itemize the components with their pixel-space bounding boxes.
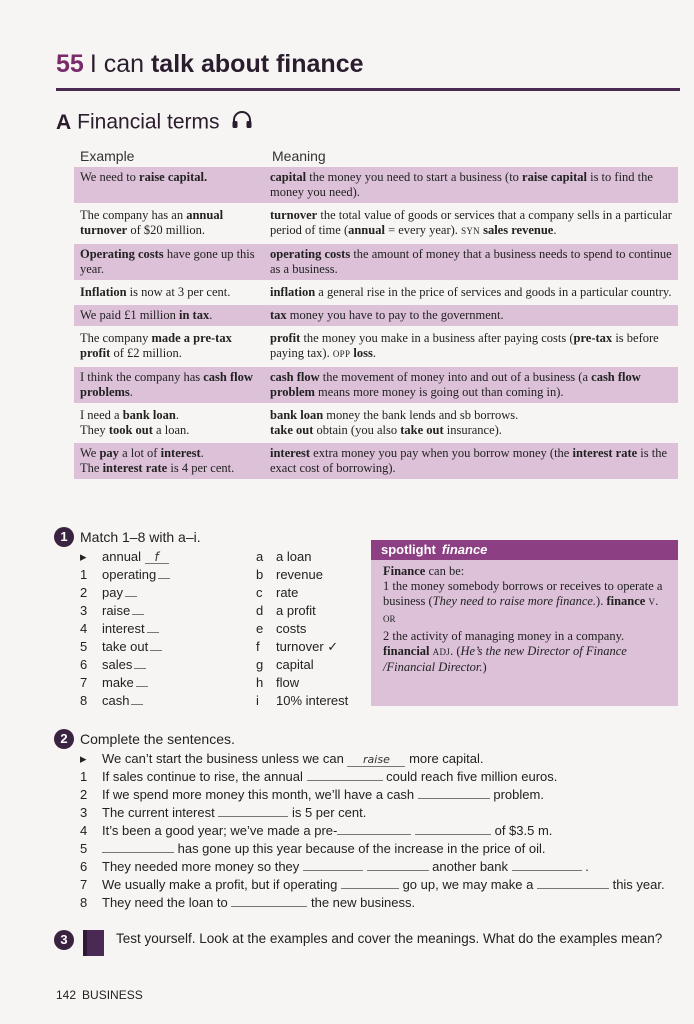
match-left-item: 1 operating — [80, 566, 170, 584]
term-example: I need a bank loan. They took out a loan. — [80, 408, 190, 437]
unit-title-bold: talk about finance — [150, 50, 364, 78]
exercise-3-number: 3 — [54, 930, 74, 950]
term-row — [74, 305, 678, 328]
sentence-item: 1 If sales continue to rise, the annual could reach five million euros. — [80, 769, 558, 784]
exercise-2-number: 2 — [54, 729, 74, 749]
match-right-item: h flow — [256, 675, 300, 690]
match-right-item: a a loan — [256, 549, 312, 564]
col-head-example: Example — [80, 148, 135, 164]
sentence-blank[interactable] — [303, 858, 363, 871]
term-meaning: cash flow the movement of money into and out of a business (a cash flow problem means more money is going out than coming in). — [270, 370, 641, 399]
sentence-blank[interactable] — [512, 858, 582, 871]
term-example: We need to raise capital. — [80, 170, 208, 184]
term-meaning: profit the money you make in a business after paying costs (pre-tax is before paying tax). OPP loss. — [270, 331, 659, 360]
term-row — [74, 167, 678, 205]
term-example: We paid £1 million in tax. — [80, 308, 213, 322]
match-right-item: g capital — [256, 657, 314, 672]
spotlight-topic: finance — [441, 542, 488, 557]
spotlight-header — [371, 540, 678, 560]
sentence-blank[interactable] — [418, 786, 490, 799]
footer-section: BUSINESS — [82, 988, 143, 1002]
section-title: Financial terms — [77, 110, 220, 134]
sentence-item: 3 The current interest is 5 per cent. — [80, 805, 367, 820]
sentence-item: 5 has gone up this year because of the increase in the price of oil. — [80, 841, 546, 856]
term-example: The company has an annual turnover of $20 million. — [80, 208, 224, 237]
terms-table — [74, 167, 678, 481]
exercise-3-text: Test yourself. Look at the examples and cover the meanings. What do the examples mean? — [116, 931, 663, 946]
unit-title-plain: I can — [89, 50, 145, 78]
sentence-blank[interactable] — [218, 804, 288, 817]
term-example: We pay a lot of interest. The interest rate is 4 per cent. — [80, 446, 235, 475]
match-left-item: 4 interest — [80, 620, 159, 638]
sentence-blank[interactable] — [537, 876, 609, 889]
spotlight-box — [371, 540, 678, 706]
answer-blank[interactable] — [150, 639, 162, 651]
unit-number: 55 — [56, 50, 84, 78]
answer-blank[interactable] — [132, 603, 144, 615]
match-right-item: c rate — [256, 585, 299, 600]
unit-title — [56, 50, 364, 79]
term-row — [74, 367, 678, 405]
section-heading — [56, 110, 253, 136]
term-row — [74, 443, 678, 481]
term-example: The company made a pre-tax profit of £2 million. — [80, 331, 232, 360]
match-left-item: 7 make — [80, 674, 148, 692]
sentence-blank[interactable] — [231, 894, 307, 907]
sentence-item: 2 If we spend more money this month, we’ll have a cash problem. — [80, 787, 544, 802]
match-left-item: 8 cash — [80, 692, 143, 710]
sentence-blank[interactable]: raise — [347, 754, 405, 767]
answer-blank[interactable] — [125, 585, 137, 597]
term-meaning: operating costs the amount of money that a business needs to spend to continue as a business. — [270, 247, 672, 276]
term-row — [74, 205, 678, 244]
title-rule — [56, 88, 680, 91]
spotlight-body: Finance can be: 1 the money somebody borrows or receives to operate a business (They need to raise more finance.). finance V. OR 2 the activity of managing money in a company. financial ADJ. (He’s the new Director of Finance /Financial Director.) — [383, 564, 663, 674]
sentence-item: 6 They needed more money so they another bank . — [80, 859, 589, 874]
spotlight-label: spotlight — [381, 542, 436, 557]
sentence-item: 4 It’s been a good year; we’ve made a pre- of $3.5 m. — [80, 823, 553, 838]
headphones-icon[interactable] — [231, 110, 253, 136]
term-row — [74, 405, 678, 443]
match-left-item: 6 sales — [80, 656, 146, 674]
exercise-1-instruction: Match 1–8 with a–i. — [80, 529, 201, 545]
match-right-item: b revenue — [256, 567, 323, 582]
sentence-item: 7 We usually make a profit, but if operating go up, we may make a this year. — [80, 877, 665, 892]
match-left-item: 2 pay — [80, 584, 137, 602]
term-meaning: bank loan money the bank lends and sb borrows. take out obtain (you also take out insurance). — [270, 408, 519, 437]
exercise-2-instruction: Complete the sentences. — [80, 731, 235, 747]
page-footer — [56, 988, 143, 1002]
match-left-item: 5 take out — [80, 638, 162, 656]
sentence-item: ▸ We can’t start the business unless we can raise more capital. — [80, 751, 484, 766]
match-right-item: d a profit — [256, 603, 316, 618]
answer-blank[interactable] — [134, 657, 146, 669]
term-row — [74, 282, 678, 305]
match-right-item: i 10% interest — [256, 693, 349, 708]
page-number: 142 — [56, 988, 77, 1002]
sentence-item: 8 They need the loan to the new business. — [80, 895, 416, 910]
term-example: Inflation is now at 3 per cent. — [80, 285, 231, 299]
answer-blank[interactable] — [136, 675, 148, 687]
exercise-1-number: 1 — [54, 527, 74, 547]
term-meaning: interest extra money you pay when you borrow money (the interest rate is the exact cost of borrowing). — [270, 446, 668, 475]
match-left-item: ▸ annual f — [80, 548, 169, 566]
sentence-blank[interactable] — [341, 876, 399, 889]
answer-blank[interactable] — [147, 621, 159, 633]
match-right-item: e costs — [256, 621, 307, 636]
col-head-meaning: Meaning — [272, 148, 326, 164]
sentence-blank[interactable] — [415, 822, 491, 835]
sentence-blank[interactable] — [307, 768, 383, 781]
section-letter: A — [56, 110, 72, 134]
term-row — [74, 244, 678, 282]
match-left-item: 3 raise — [80, 602, 144, 620]
term-example: I think the company has cash flow problems. — [80, 370, 253, 399]
answer-blank[interactable] — [158, 567, 170, 579]
sentence-blank[interactable] — [367, 858, 429, 871]
term-meaning: turnover the total value of goods or services that a company sells in a particular period of time (annual = every year). SYN sales revenue. — [270, 208, 672, 237]
answer-blank[interactable] — [131, 693, 143, 705]
match-right-item: f turnover ✓ — [256, 639, 339, 654]
sentence-blank[interactable] — [102, 840, 174, 853]
sentence-blank[interactable] — [337, 822, 411, 835]
term-row — [74, 328, 678, 367]
term-meaning: capital the money you need to start a business (to raise capital is to find the money you need). — [270, 170, 653, 199]
term-meaning: inflation a general rise in the price of services and goods in a particular country. — [270, 285, 672, 299]
notebook-icon — [82, 928, 106, 963]
term-meaning: tax money you have to pay to the government. — [270, 308, 504, 322]
term-example: Operating costs have gone up this year. — [80, 247, 255, 276]
